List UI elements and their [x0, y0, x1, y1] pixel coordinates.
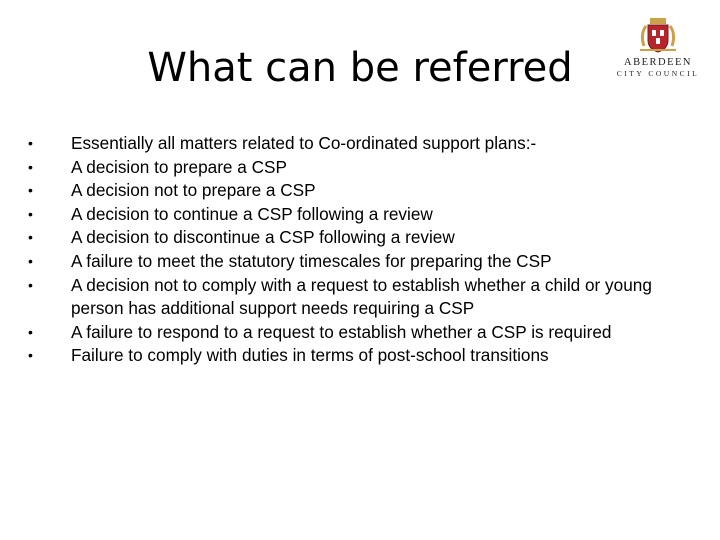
bullet-marker: • — [28, 205, 33, 222]
coat-of-arms-icon — [636, 16, 680, 54]
logo-subtitle: CITY COUNCIL — [616, 69, 700, 78]
bullet-text: A failure to meet the statutory timescales for preparing the CSP — [71, 250, 552, 271]
bullet-text: A decision to discontinue a CSP following a review — [71, 227, 455, 248]
bullet-item — [28, 203, 688, 227]
bullet-text: A decision to prepare a CSP — [71, 156, 287, 177]
aberdeen-city-council-logo — [612, 16, 704, 86]
bullet-text: Failure to comply with duties in terms of post-school transitions — [71, 345, 549, 366]
bullet-marker: • — [28, 158, 33, 175]
bullet-marker: • — [28, 182, 33, 199]
bullet-item — [28, 226, 688, 250]
bullet-item — [28, 156, 688, 180]
bullet-item — [28, 250, 688, 274]
bullet-marker: • — [28, 135, 33, 151]
bullet-marker: • — [28, 252, 33, 269]
bullet-text: Essentially all matters related to Co-ordinated support plans:- — [71, 133, 537, 153]
bullet-text: A decision not to comply with a request to establish whether a child or young person has additional support needs requiring a CSP — [71, 274, 652, 319]
bullet-item — [28, 344, 688, 368]
bullet-item — [28, 132, 688, 156]
bullet-item — [28, 321, 688, 345]
bullet-item — [28, 179, 688, 203]
slide-title: What can be referred — [147, 45, 573, 91]
bullet-text: A decision not to prepare a CSP — [71, 180, 316, 201]
bullet-list — [28, 132, 688, 368]
bullet-marker: • — [28, 229, 33, 246]
bullet-item — [28, 274, 688, 321]
bullet-text: A decision to continue a CSP following a review — [71, 203, 433, 224]
bullet-text: A failure to respond to a request to establish whether a CSP is required — [71, 321, 612, 342]
bullet-marker: • — [28, 323, 33, 340]
bullet-marker: • — [28, 347, 33, 364]
logo-name: ABERDEEN — [624, 57, 692, 68]
bullet-marker: • — [28, 276, 33, 293]
